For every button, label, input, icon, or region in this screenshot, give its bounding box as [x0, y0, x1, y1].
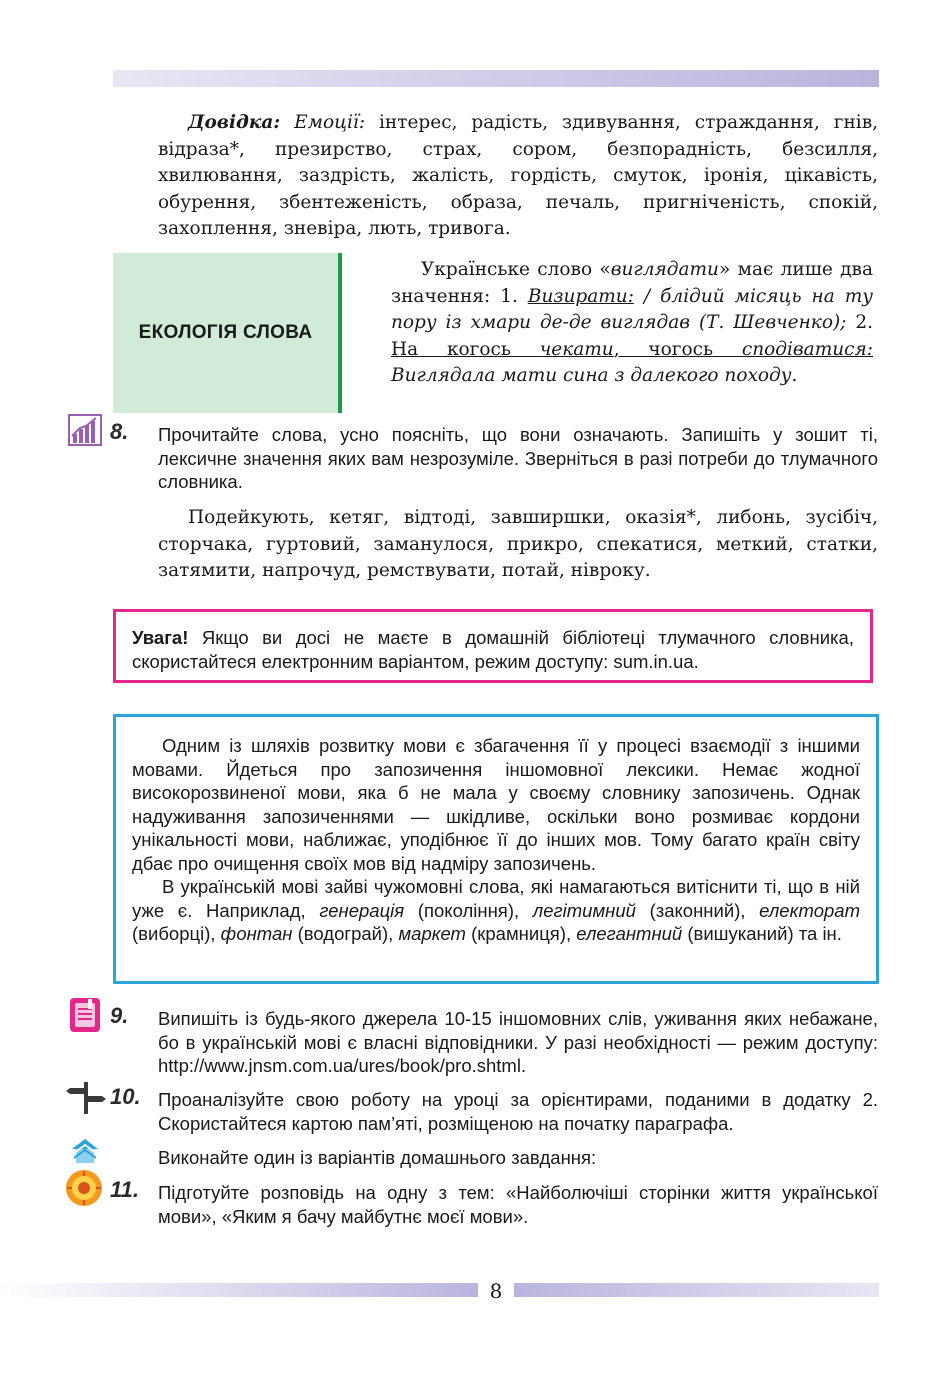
reference-paragraph	[158, 110, 878, 243]
homework-text: Виконайте один із варіантів домашнього завдання:	[158, 1147, 597, 1168]
footer-decor-right	[514, 1283, 879, 1297]
info-t5: (крамниця),	[465, 923, 577, 944]
ecology-box	[113, 253, 342, 413]
eco-p2: » має лише два значення: 1.	[391, 259, 873, 307]
task11-text: Підготуйте розповідь на одну з тем: «Найболючіші сторінки життя української мови», «Яким я бачу майбутнє моєї мови».	[158, 1182, 878, 1227]
eco-meaning2b: чекати	[539, 338, 614, 360]
task8-words: Подейкують, кетяг, відтоді, завширшки, оказія*, либонь, зусібіч, сторчака, гуртовий, заманулося, прикро, спекатися, меткий, статки, затямити, напрочуд, ремствувати, потай, нівроку.	[158, 507, 878, 581]
info-w2: легітимний	[532, 899, 636, 921]
info-t4: (водограй),	[292, 923, 399, 944]
eco-p1: Українське слово «	[421, 259, 611, 280]
task11-number: 11.	[110, 1177, 139, 1202]
warning-text: Якщо ви досі не маєте в домашній бібліотеці тлумачного словника, скористайтеся електронним варіантом, режим доступу: sum.in.ua.	[132, 627, 854, 672]
eco-meaning2a: На когось	[391, 338, 540, 360]
info-t1: (покоління),	[404, 899, 533, 921]
eco-example1: / блідий місяць на ту пору із хмари де-де виглядав (Т. Шевченко);	[391, 285, 874, 333]
info-paragraph-2	[132, 875, 860, 946]
info-w1: генерація	[319, 899, 405, 921]
task10-number: 10.	[110, 1084, 141, 1109]
ecology-text	[391, 257, 873, 390]
ecology-title: ЕКОЛОГІЯ СЛОВА	[138, 322, 313, 343]
page-number: 8	[489, 1279, 503, 1303]
notebook-icon	[68, 996, 102, 1034]
reference-label: Довідка:	[188, 112, 281, 133]
info-w4: фонтан	[220, 923, 293, 944]
eco-p3: 2.	[846, 312, 873, 333]
info-w6: елегантний	[576, 923, 683, 944]
info-t2: (законний),	[635, 899, 760, 921]
signpost-icon	[66, 1080, 106, 1116]
eco-word: виглядати	[610, 259, 719, 280]
task10-text: Проаналізуйте свою роботу на уроці за орієнтирами, поданими в додатку 2. Скористайтеся картою пам’яті, розміщеною на початку параграфа.	[158, 1089, 878, 1134]
task9-number: 9.	[110, 1003, 129, 1028]
task8-text: Прочитайте слова, усно поясніть, що вони означають. Запишіть у зошит ті, лексичне значення яких вам незрозуміле. Зверніться в разі потреби до тлумачного словника.	[158, 424, 878, 492]
info-w5: маркет	[398, 923, 466, 944]
task9-text: Випишіть із будь-якого джерела 10-15 іншомовних слів, уживання яких небажане, бо в українській мові є власні відповідники. У разі необхідності — режим доступу: http://www.jnsm.com.ua/ures/book/pro.shtml.	[158, 1008, 878, 1076]
eco-meaning2d: сподіватися:	[741, 338, 874, 360]
reference-text: інтерес, радість, здивування, страждання, гнів, відраза*, презирство, страх, сором, безпорадність, безсилля, хвилювання, заздрість, жалість, гордість, смуток, іронія, цікавість, обурення, збентеженість, образа, печаль, пригніченість, спокій, захоплення, зневіра, лють, тривога.	[158, 112, 879, 239]
info-t3: (виборці),	[132, 923, 221, 944]
reference-sublabel: Емоції:	[294, 112, 366, 133]
chart-icon	[68, 414, 102, 446]
warning-box	[113, 609, 873, 683]
task8-number: 8.	[110, 419, 129, 444]
info-t6: (вишуканий) та ін.	[682, 923, 842, 944]
top-decor-bar	[113, 70, 879, 87]
info-p2a: В українській мові зайві чужомовні слова, які намагаються витіснити ті, що в ній уже є. Наприклад,	[132, 876, 860, 921]
eco-meaning2c: , чогось	[613, 338, 742, 360]
footer-decor-left	[0, 1283, 478, 1297]
info-w3: електорат	[759, 899, 860, 921]
house-icon	[70, 1137, 100, 1165]
sun-badge-icon	[64, 1168, 104, 1208]
info-paragraph-1: Одним із шляхів розвитку мови є збагачення її у процесі взаємодії з іншими мовами. Йдеться про запозичення іншомовної лексики. Немає жодної високорозвиненої мови, яка б не мала у своєму словнику запозичень. Однак надуживання запозиченнями — шкідливе, оскільки воно розмиває кордони унікальності мови, наближає, уподібнює її до інших мов. Тому багато країн світу дбає про очищення своїх мов від надміру запозичень.	[132, 735, 860, 874]
eco-example2: Виглядала мати сина з далекого походу.	[391, 365, 798, 386]
info-box	[113, 714, 879, 984]
warning-label: Увага!	[132, 627, 189, 648]
eco-meaning1: Визирати:	[527, 285, 634, 307]
